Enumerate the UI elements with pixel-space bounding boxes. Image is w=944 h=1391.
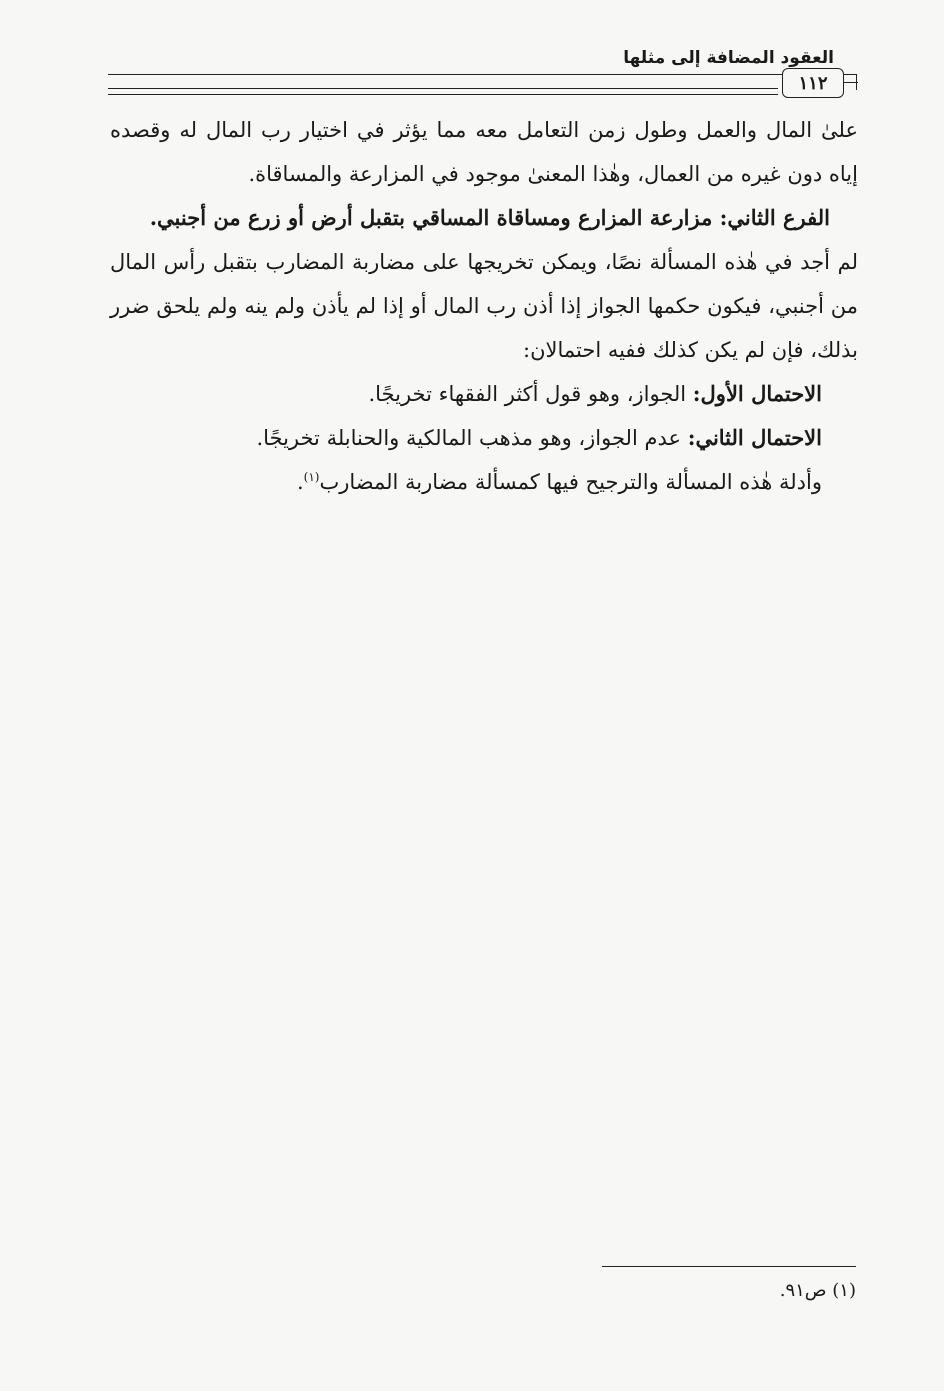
option-1 [110, 372, 858, 416]
footnote-rule [602, 1266, 856, 1267]
page-number-tick-cap [856, 74, 857, 90]
paragraph-1: علىٰ المال والعمل وطول زمن التعامل معه مما يؤثر في اختيار رب المال له وقصده إياه دون غيره من العمال، وهٰذا المعنىٰ موجود في المزارعة والمساقاة. [110, 118, 858, 186]
footnote-1: (١) ص٩١. [779, 1280, 856, 1301]
option-2-label: الاحتمال الثاني: [687, 425, 822, 450]
paragraph-3-end: . [296, 470, 304, 494]
paragraph-3 [110, 460, 858, 504]
header-rule-double-b [108, 94, 778, 95]
running-title: العقود المضافة إلى مثلها [623, 48, 834, 68]
page-number: ١١٢ [782, 68, 844, 98]
header-rule-double-a [108, 88, 778, 89]
footnote-ref-1[interactable]: (١) [303, 470, 320, 484]
body-text [110, 108, 858, 504]
option-1-text: الجواز، وهو قول أكثر الفقهاء تخريجًا. [368, 382, 693, 406]
option-2 [110, 416, 858, 460]
option-2-text: عدم الجواز، وهو مذهب المالكية والحنابلة تخريجًا. [256, 426, 688, 450]
paragraph-3-text: وأدلة هٰذه المسألة والترجيح فيها كمسألة مضاربة المضارب [319, 470, 822, 494]
section-heading: الفرع الثاني: مزارعة المزارع ومساقاة المساقي بتقبل أرض أو زرع من أجنبي. [149, 205, 830, 230]
paragraph-2: لم أجد في هٰذه المسألة نصًا، ويمكن تخريجها على مضاربة المضارب بتقبل رأس المال من أجنبي، فيكون حكمها الجواز إذا أذن رب المال أو إذا لم يأذن ولم ينه ولم يلحق ضرر بذلك، فإن لم يكن كذلك ففيه احتمالان: [110, 250, 858, 362]
option-1-label: الاحتمال الأول: [692, 381, 822, 406]
header-rule-top [108, 74, 856, 75]
